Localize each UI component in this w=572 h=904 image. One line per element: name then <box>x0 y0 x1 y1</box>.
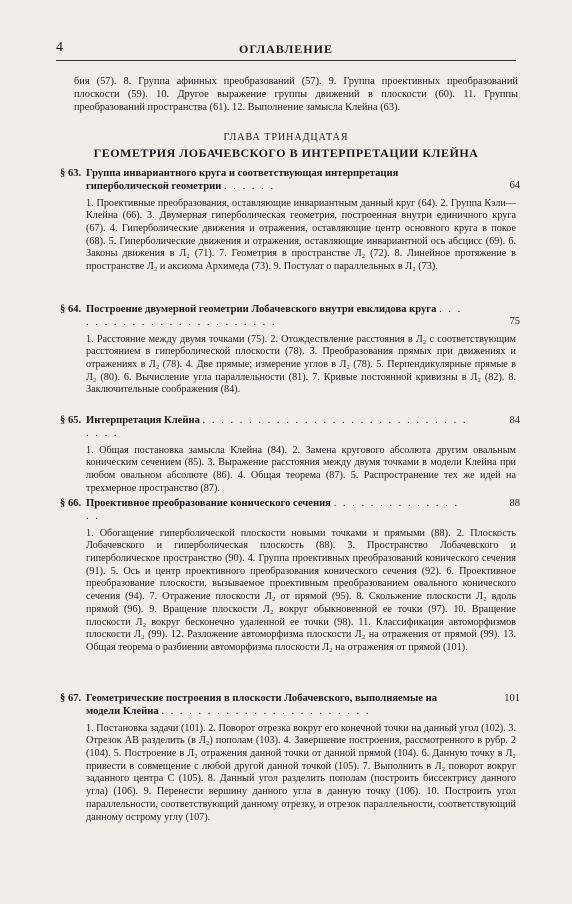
section-page: 75 <box>509 316 520 327</box>
section-heading: § 64. Построение двумерной геометрии Лобачевского внутри евклидова круга . . . . . . . . . . . . . . . . . . . . . . . . 75 <box>60 304 520 328</box>
section-page: 88 <box>509 498 520 509</box>
section-contents: 1. Постановка задачи (101). 2. Поворот отрезка вокруг его конечной точки на данный угол (102). 3. Отрезок AB разделить (в Л₂) пополам (103). 4. Завершение построения, рассмотренного в рубр. 2 (104). 5. Построение в Л₂ отражения данной точки от данной прямой (104). 6. Данную точку в Л₂ привести в совмещение с любой другой данной точкой (105). 7. Выполнить в Л₂ поворот вокруг заданного центра C (105). 8. Данный угол разделить пополам (построить биссектрису данного угла) (106). 9. Перенести вершину данного угла в данную точку (106). 10. Построить угол параллельности, соответствующий данному отрезку, и отрезок параллельности, соответствующий данному острому углу (107). <box>86 722 516 823</box>
section-heading: § 67. Геометрические построения в плоскости Лобачевского, выполняемые на модели Клейна . . . . . . . . . . . . . . . . . . . . . . . 101 <box>60 693 520 717</box>
section-title: Группа инвариантного круга и соответствующая интерпретация гиперболической геометрии <box>86 168 399 192</box>
section-title: Проективное преобразование конического сечения <box>86 498 331 509</box>
section-heading: § 63. Группа инвариантного круга и соответствующая интерпретация гиперболической геометрии . . . . . . 64 <box>60 168 520 192</box>
section-page: 101 <box>504 693 520 704</box>
chapter-label: ГЛАВА ТРИНАДЦАТАЯ <box>223 132 349 143</box>
section-number: § 67. <box>60 693 82 704</box>
page-header <box>56 42 516 61</box>
section-number: § 65. <box>60 415 82 426</box>
section-page: 64 <box>509 180 520 191</box>
section-title: Геометрические построения в плоскости Лобачевского, выполняемые на модели Клейна <box>86 693 437 717</box>
toc-section-65 <box>56 415 520 495</box>
section-contents: 1. Общая постановка замысла Клейна (84). 2. Замена кругового абсолюта другим овальным коническим сечением (85). 3. Выражение расстояния между двумя точками в модели Клейна при любом овальном абсолюте (86). 4. Общая теорема (87). 5. Распространение тех же идей на трехмерное пространство (87). <box>86 444 516 494</box>
section-contents: 1. Проективные преобразования, оставляющие инвариантным данный круг (64). 2. Группа Кэли—Клейна (66). 3. Двумерная гиперболическая геометрия, построенная внутри единичного круга (67). 4. Гиперболические движения и отражения, оставляющие центр основного круга в покое (68). 5. Гиперболические движения и отражения, оставляющие инвариантной ось абсцисс (69). 6. Законы движения в Л₂ (71). 7. Геометрия в пространстве Л₂ (72). 8. Линейное протяжение в пространстве Л₂ и аксиома Архимеда (73). 9. Постулат о параллельных в Л₂ (73). <box>86 197 516 273</box>
section-title: Построение двумерной геометрии Лобачевского внутри евклидова круга <box>86 304 437 315</box>
section-number: § 63. <box>60 168 82 179</box>
section-number: § 64. <box>60 304 82 315</box>
section-title: Интерпретация Клейна <box>86 415 200 426</box>
section-heading: § 66. Проективное преобразование конического сечения . . . . . . . . . . . . . . . . 88 <box>60 498 520 522</box>
toc-section-64 <box>56 304 520 397</box>
running-title: ОГЛАВЛЕНИЕ <box>239 42 333 56</box>
toc-section-67 <box>56 693 520 824</box>
section-page: 84 <box>509 415 520 426</box>
section-contents: 1. Расстояние между двумя точками (75). 2. Отождествление расстояния в Л₂ с соответствующим расстоянием в гиперболической плоскости (78). 3. Преобразования прямых при движениях и отражениях в Л₂ (78). 4. Две прямые; измерение углов в Л₂ (78). 5. Перпендикулярные прямые в Л₂ (80). 6. Вычисление угла параллельности (81). 7. Кривые постоянной кривизны в Л₂ (82). 8. Заключительные соображения (84). <box>86 333 516 396</box>
section-contents: 1. Обогащение гиперболической плоскости новыми точками и прямыми (88). 2. Плоскость Лобачевского и гиперболическая плоскость (88). 3. Пространство Лобачевского и гиперболическое пространство (90). 4. Группа проективных преобразований конического сечения (91). 5. Ось и центр проективного преобразования конического сечения (92). 6. Проективное преобразование плоскости, вызываемое проективным преобразованием овального конического сечения (94). 7. Отражение плоскости Л₂ от прямой (95). 8. Скольжение плоскости Л₂ вдоль прямой (96). 9. Вращение плоскости Л₂ вокруг обыкновенной ее точки (97). 10. Вращение плоскости Л₂ вокруг бесконечно удаленной ее точки (98). 11. Классификация автоморфизмов плоскости Л₂ (99). 12. Разложение автоморфизма плоскости Л₂ на отражения от прямой (99). 13. Общая теорема о разбиении автоморфизма плоскости Л₂ на отражения от прямой (101). <box>86 527 516 653</box>
section-number: § 66. <box>60 498 82 509</box>
continued-section-text: бия (57). 8. Группа афинных преобразований (57). 9. Группа проективных преобразований плоскости (59). 10. Другое выражение группы движений в плоскости (60). 11. Группы преобразований пространства (61). 12. Выполнение замысла Клейна (63). <box>74 76 518 113</box>
toc-section-66 <box>56 498 520 655</box>
page-number: 4 <box>56 40 64 55</box>
section-heading: § 65. Интерпретация Клейна . . . . . . . . . . . . . . . . . . . . . . . . . . . . . . . . . 84 <box>60 415 520 439</box>
toc-section-63 <box>56 168 520 274</box>
chapter-title: ГЕОМЕТРИЯ ЛОБАЧЕВСКОГО В ИНТЕРПРЕТАЦИИ КЛЕЙНА <box>93 146 479 160</box>
